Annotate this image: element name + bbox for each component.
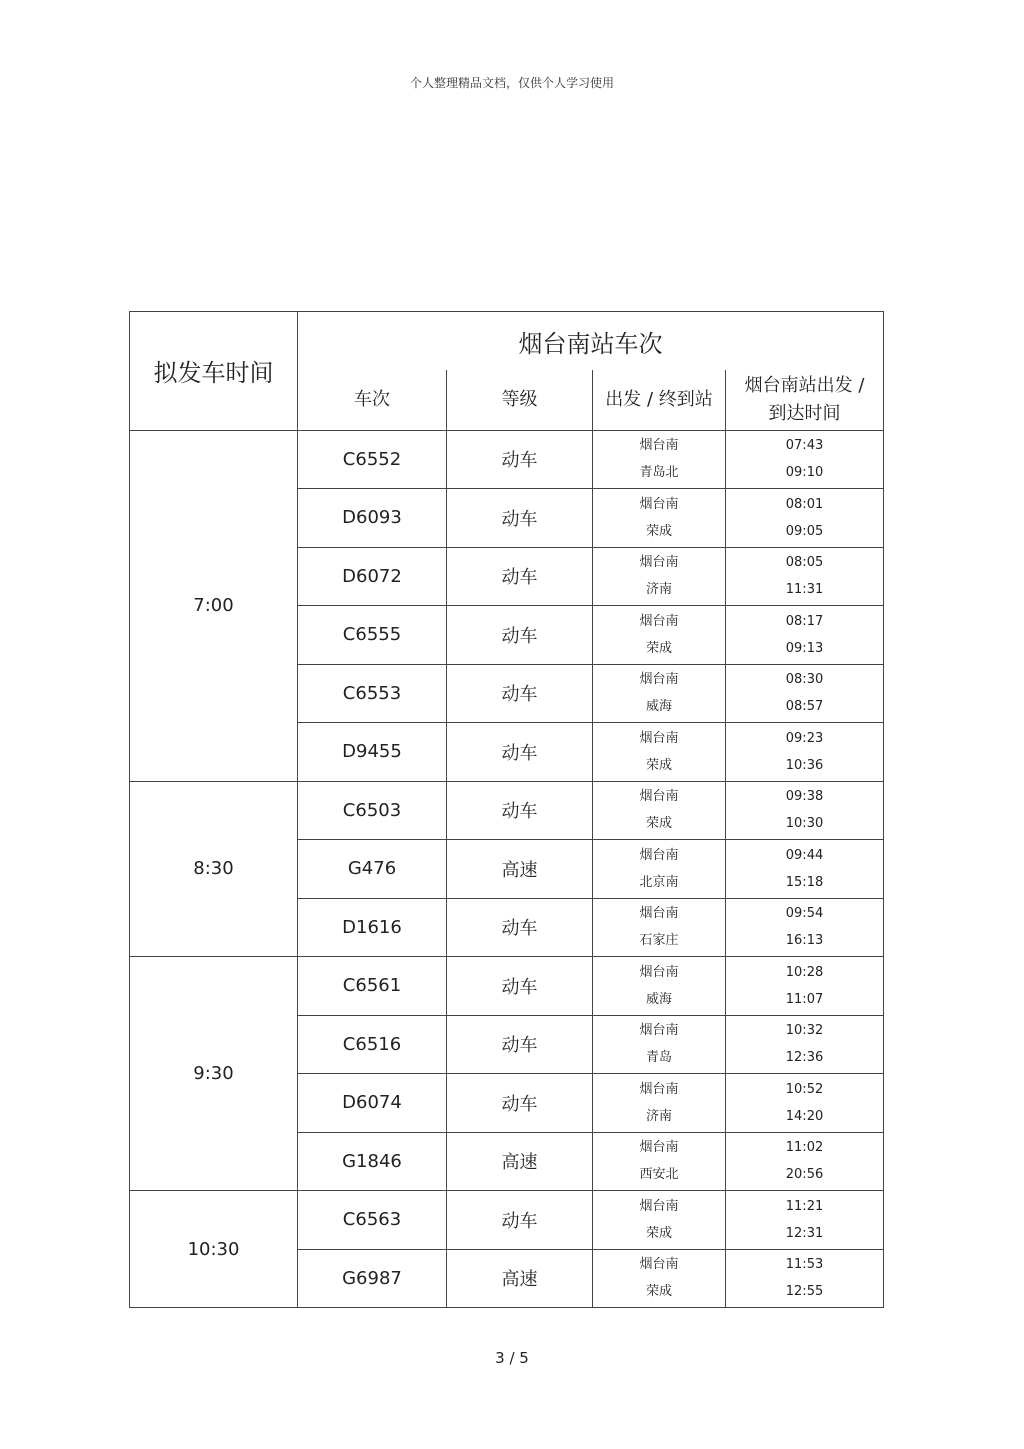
grade-cell: 动车 [447, 1074, 593, 1133]
terminal-station: 济南 [645, 582, 672, 598]
station-trains-header: 烟台南站车次 [298, 312, 884, 371]
arrival-time: 10:30 [785, 816, 824, 832]
terminal-station: 威海 [645, 991, 672, 1007]
train-number-cell: C6561 [298, 957, 447, 1016]
train-number-cell: G6987 [298, 1249, 447, 1308]
route-cell [593, 1074, 726, 1133]
arrival-time: 11:31 [785, 582, 824, 598]
route-cell [593, 840, 726, 899]
times-cell [726, 781, 884, 840]
page-number: 3 / 5 [495, 1349, 529, 1367]
train-number-header: 车次 [298, 370, 447, 430]
table-row [130, 957, 884, 1016]
grade-cell: 动车 [447, 664, 593, 723]
departure-time: 09:44 [785, 847, 824, 863]
table-row [130, 1191, 884, 1250]
train-number-cell: C6553 [298, 664, 447, 723]
origin-station: 烟台南 [639, 555, 679, 571]
arrival-time: 12:36 [785, 1050, 824, 1066]
route-cell [593, 547, 726, 606]
times-cell [726, 1074, 884, 1133]
times-cell [726, 1249, 884, 1308]
route-cell [593, 957, 726, 1016]
terminal-station: 荣成 [645, 1284, 672, 1300]
departure-time: 08:05 [785, 555, 824, 571]
departure-time-cell: 8:30 [130, 781, 298, 957]
grade-cell: 动车 [447, 606, 593, 665]
route-cell [593, 664, 726, 723]
times-header-line1: 烟台南站出发 / [744, 374, 865, 396]
arrival-time: 09:05 [785, 523, 824, 539]
departure-time: 07:43 [785, 438, 824, 454]
arrival-time: 12:55 [785, 1284, 824, 1300]
grade-cell: 动车 [447, 781, 593, 840]
route-header: 出发 / 终到站 [593, 370, 726, 430]
times-cell [726, 957, 884, 1016]
train-number-cell: C6503 [298, 781, 447, 840]
terminal-station: 荣成 [645, 640, 672, 656]
arrival-time: 09:10 [785, 465, 824, 481]
train-number-cell: G476 [298, 840, 447, 899]
grade-cell: 动车 [447, 430, 593, 489]
train-number-cell: G1846 [298, 1132, 447, 1191]
grade-cell: 动车 [447, 1015, 593, 1074]
terminal-station: 荣成 [645, 523, 672, 539]
arrival-time: 16:13 [785, 933, 824, 949]
origin-station: 烟台南 [639, 730, 679, 746]
arrival-time: 14:20 [785, 1108, 824, 1124]
times-cell [726, 1015, 884, 1074]
times-cell [726, 430, 884, 489]
origin-station: 烟台南 [639, 1081, 679, 1097]
departure-time-header: 拟发车时间 [130, 312, 298, 431]
route-cell [593, 1015, 726, 1074]
departure-time-cell: 9:30 [130, 957, 298, 1191]
origin-station: 烟台南 [639, 1023, 679, 1039]
origin-station: 烟台南 [639, 672, 679, 688]
grade-cell: 动车 [447, 957, 593, 1016]
table-header-row-1 [130, 312, 884, 371]
departure-time: 09:54 [785, 906, 824, 922]
terminal-station: 青岛北 [639, 465, 679, 481]
route-cell [593, 781, 726, 840]
times-cell [726, 489, 884, 548]
route-cell [593, 430, 726, 489]
origin-station: 烟台南 [639, 1198, 679, 1214]
departure-time: 08:30 [785, 672, 824, 688]
route-cell [593, 1249, 726, 1308]
departure-time-cell: 10:30 [130, 1191, 298, 1308]
train-number-cell: D6074 [298, 1074, 447, 1133]
table-row [130, 781, 884, 840]
departure-time: 09:38 [785, 789, 824, 805]
departure-time: 10:32 [785, 1023, 824, 1039]
train-schedule-table [129, 311, 884, 1308]
times-cell [726, 723, 884, 782]
times-cell [726, 664, 884, 723]
times-cell [726, 840, 884, 899]
train-number-cell: D9455 [298, 723, 447, 782]
grade-header: 等级 [447, 370, 593, 430]
route-cell [593, 606, 726, 665]
grade-cell: 动车 [447, 489, 593, 548]
times-cell [726, 898, 884, 957]
grade-cell: 动车 [447, 1191, 593, 1250]
train-number-cell: C6516 [298, 1015, 447, 1074]
arrival-time: 08:57 [785, 699, 824, 715]
terminal-station: 荣成 [645, 1225, 672, 1241]
departure-time: 10:52 [785, 1081, 824, 1097]
times-cell [726, 1132, 884, 1191]
grade-cell: 动车 [447, 723, 593, 782]
grade-cell: 高速 [447, 840, 593, 899]
departure-time: 10:28 [785, 964, 824, 980]
grade-cell: 高速 [447, 1249, 593, 1308]
terminal-station: 荣成 [645, 816, 672, 832]
route-cell [593, 898, 726, 957]
origin-station: 烟台南 [639, 847, 679, 863]
origin-station: 烟台南 [639, 964, 679, 980]
origin-station: 烟台南 [639, 906, 679, 922]
terminal-station: 荣成 [645, 757, 672, 773]
origin-station: 烟台南 [639, 1257, 679, 1273]
document-header-note: 个人整理精品文档，仅供个人学习使用 [409, 76, 614, 90]
arrival-time: 15:18 [785, 874, 824, 890]
grade-cell: 高速 [447, 1132, 593, 1191]
route-cell [593, 1191, 726, 1250]
train-number-cell: C6563 [298, 1191, 447, 1250]
grade-cell: 动车 [447, 898, 593, 957]
times-header-line2: 到达时间 [768, 402, 841, 424]
origin-station: 烟台南 [639, 496, 679, 512]
departure-time-cell: 7:00 [130, 430, 298, 781]
train-number-cell: D6093 [298, 489, 447, 548]
arrival-time: 11:07 [785, 991, 824, 1007]
times-cell [726, 547, 884, 606]
departure-time: 09:23 [785, 730, 824, 746]
arrival-time: 09:13 [785, 640, 824, 656]
train-number-cell: D6072 [298, 547, 447, 606]
times-header [726, 370, 884, 430]
route-cell [593, 489, 726, 548]
terminal-station: 青岛 [645, 1050, 672, 1066]
terminal-station: 威海 [645, 699, 672, 715]
train-number-cell: C6555 [298, 606, 447, 665]
departure-time: 11:21 [785, 1198, 824, 1214]
times-cell [726, 1191, 884, 1250]
terminal-station: 西安北 [639, 1167, 679, 1183]
table-row [130, 430, 884, 489]
terminal-station: 济南 [645, 1108, 672, 1124]
route-cell [593, 1132, 726, 1191]
train-number-cell: D1616 [298, 898, 447, 957]
origin-station: 烟台南 [639, 1140, 679, 1156]
arrival-time: 10:36 [785, 757, 824, 773]
arrival-time: 20:56 [785, 1167, 824, 1183]
terminal-station: 石家庄 [639, 933, 679, 949]
origin-station: 烟台南 [639, 438, 679, 454]
route-cell [593, 723, 726, 782]
departure-time: 08:17 [785, 613, 824, 629]
grade-cell: 动车 [447, 547, 593, 606]
train-number-cell: C6552 [298, 430, 447, 489]
arrival-time: 12:31 [785, 1225, 824, 1241]
departure-time: 11:02 [785, 1140, 824, 1156]
departure-time: 08:01 [785, 496, 824, 512]
terminal-station: 北京南 [639, 874, 679, 890]
origin-station: 烟台南 [639, 613, 679, 629]
departure-time: 11:53 [785, 1257, 824, 1273]
origin-station: 烟台南 [639, 789, 679, 805]
times-cell [726, 606, 884, 665]
